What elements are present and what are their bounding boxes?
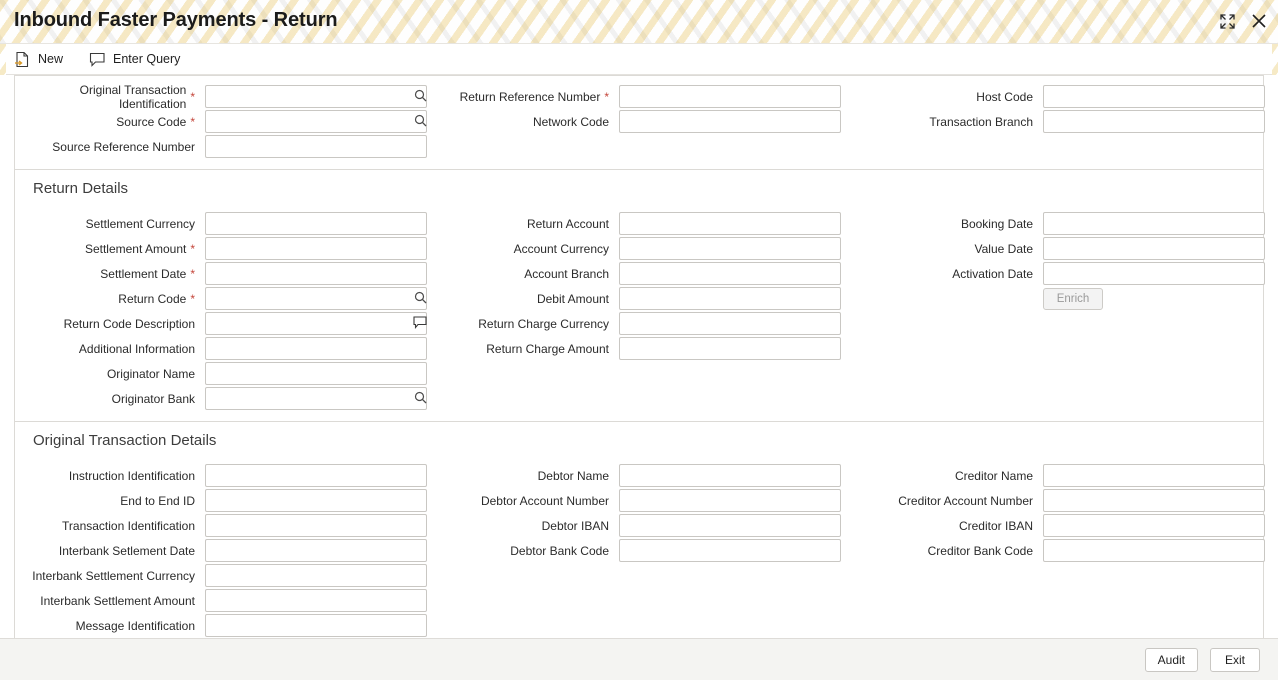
label-text: Return Account: [526, 216, 609, 231]
search-lens-icon[interactable]: [413, 390, 427, 404]
input-debtor-name[interactable]: [619, 464, 841, 487]
input-creditor-name[interactable]: [1043, 464, 1265, 487]
label-booking-date: [847, 211, 1043, 236]
label-text: Message Identification: [75, 618, 195, 633]
input-account-branch[interactable]: [619, 262, 841, 285]
field-creditor-iban: [1043, 513, 1271, 538]
spacer: [847, 386, 1043, 411]
input-value-date[interactable]: [1043, 237, 1265, 260]
label-return-reference-number: [433, 84, 619, 109]
label-text: Return Code Description: [63, 316, 195, 331]
label-settlement-currency: [15, 211, 205, 236]
query-comment-icon: [89, 52, 106, 67]
new-button-label: New: [38, 52, 64, 66]
title-bar: [0, 0, 1278, 44]
label-text: Debtor Name: [537, 468, 609, 483]
label-creditor-account-number: [847, 488, 1043, 513]
field-network-code: [619, 109, 847, 134]
spacer: [619, 563, 847, 588]
spacer-label: [847, 286, 1043, 311]
label-text: Interbank Settlement Currency: [32, 568, 195, 583]
field-instruction-identification: [205, 463, 433, 488]
field-account-branch: [619, 261, 847, 286]
label-creditor-iban: [847, 513, 1043, 538]
label-return-code: [15, 286, 205, 311]
new-button[interactable]: [14, 51, 63, 68]
label-debtor-bank-code: [433, 538, 619, 563]
field-activation-date: [1043, 261, 1271, 286]
input-interbank-settlement-date[interactable]: [205, 539, 427, 562]
required-marker: *: [604, 89, 609, 104]
input-interbank-settlement-amount[interactable]: [205, 589, 427, 612]
field-host-code: [1043, 84, 1271, 109]
spacer: [1043, 386, 1271, 411]
input-activation-date[interactable]: [1043, 262, 1265, 285]
label-text: Interbank Setlement Date: [58, 543, 195, 558]
field-return-charge-currency: [619, 311, 847, 336]
input-creditor-bank-code[interactable]: [1043, 539, 1265, 562]
label-originator-bank: [15, 386, 205, 411]
input-original-transaction-identification[interactable]: [205, 85, 427, 108]
spacer: [1043, 134, 1271, 159]
original-transaction-details-title: Original Transaction Details: [33, 432, 217, 449]
field-debtor-bank-code: [619, 538, 847, 563]
label-text: Value Date: [974, 241, 1033, 256]
enrich-button[interactable]: Enrich: [1043, 288, 1103, 310]
spacer: [619, 361, 847, 386]
field-interbank-settlement-date: [205, 538, 433, 563]
search-lens-icon[interactable]: [413, 88, 427, 102]
spacer: [433, 563, 619, 588]
label-text: Booking Date: [960, 216, 1033, 231]
required-marker: *: [190, 291, 195, 306]
close-icon[interactable]: [1250, 12, 1268, 30]
spacer: [433, 386, 619, 411]
field-interbank-settlement-amount: [205, 588, 433, 613]
label-original-transaction-identification: [15, 84, 205, 109]
label-account-branch: [433, 261, 619, 286]
field-originator-name: [205, 361, 433, 386]
return-details-title: Return Details: [33, 180, 129, 197]
label-text: Return Code: [118, 291, 187, 306]
header-section-panel: [14, 75, 1264, 170]
label-return-code-description: [15, 311, 205, 336]
spacer: [433, 588, 619, 613]
input-debtor-bank-code[interactable]: [619, 539, 841, 562]
label-host-code: [847, 84, 1043, 109]
label-text: Debit Amount: [536, 291, 609, 306]
spacer: [433, 361, 619, 386]
label-text: Instruction Identification: [68, 468, 195, 483]
input-return-code-description[interactable]: [205, 312, 427, 335]
label-text: Settlement Currency: [85, 216, 195, 231]
collapse-icon[interactable]: [1218, 12, 1236, 30]
input-account-currency[interactable]: [619, 237, 841, 260]
field-transaction-identification: [205, 513, 433, 538]
spacer: [619, 613, 847, 638]
label-text: End to End ID: [120, 493, 195, 508]
label-creditor-bank-code: [847, 538, 1043, 563]
label-interbank-settlement-amount: [15, 588, 205, 613]
field-end-to-end-id: [205, 488, 433, 513]
input-return-account[interactable]: [619, 212, 841, 235]
spacer: [847, 613, 1043, 638]
field-return-code: [205, 286, 433, 311]
field-return-reference-number: [619, 84, 847, 109]
label-text: Creditor Account Number: [898, 493, 1033, 508]
input-booking-date[interactable]: [1043, 212, 1265, 235]
field-return-code-description: [205, 311, 433, 336]
label-creditor-name: [847, 463, 1043, 488]
input-interbank-settlement-currency[interactable]: [205, 564, 427, 587]
spacer: [847, 563, 1043, 588]
input-debit-amount[interactable]: [619, 287, 841, 310]
exit-button[interactable]: Exit: [1210, 648, 1260, 672]
label-interbank-settlement-currency: [15, 563, 205, 588]
label-text: Debtor Account Number: [480, 493, 609, 508]
label-activation-date: [847, 261, 1043, 286]
label-network-code: [433, 109, 619, 134]
label-text: Account Branch: [524, 266, 609, 281]
label-text: Additional Information: [78, 341, 195, 356]
field-debit-amount: [619, 286, 847, 311]
spacer: [619, 134, 847, 159]
spacer: [619, 386, 847, 411]
label-text: Debtor IBAN: [541, 518, 609, 533]
input-originator-name[interactable]: [205, 362, 427, 385]
label-text: Transaction Branch: [929, 114, 1033, 129]
original-transaction-details-panel: [14, 422, 1264, 674]
input-return-charge-currency[interactable]: [619, 312, 841, 335]
spacer: [1043, 311, 1271, 336]
required-marker: *: [190, 114, 195, 129]
label-transaction-branch: [847, 109, 1043, 134]
field-source-code: [205, 109, 433, 134]
field-originator-bank: [205, 386, 433, 411]
enrich-button-cell: [1043, 286, 1271, 311]
label-debtor-iban: [433, 513, 619, 538]
label-text: Creditor Name: [954, 468, 1033, 483]
footer-bar: [0, 638, 1278, 680]
field-settlement-amount: [205, 236, 433, 261]
label-text: Source Reference Number: [52, 139, 195, 154]
input-originator-bank[interactable]: [205, 387, 427, 410]
input-transaction-identification[interactable]: [205, 514, 427, 537]
input-transaction-branch[interactable]: [1043, 110, 1265, 133]
input-creditor-iban[interactable]: [1043, 514, 1265, 537]
window-title: Inbound Faster Payments - Return: [14, 9, 338, 31]
label-text: Account Currency: [513, 241, 609, 256]
label-text: Creditor IBAN: [958, 518, 1033, 533]
label-text: Activation Date: [952, 266, 1033, 281]
label-text: Originator Bank: [111, 391, 195, 406]
spacer: [619, 588, 847, 613]
label-return-charge-currency: [433, 311, 619, 336]
field-account-currency: [619, 236, 847, 261]
spacer: [847, 311, 1043, 336]
field-creditor-account-number: [1043, 488, 1271, 513]
spacer: [847, 134, 1043, 159]
label-text: Network Code: [532, 114, 609, 129]
label-text: Interbank Settlement Amount: [40, 593, 195, 608]
label-text: Settlement Date: [100, 266, 187, 281]
field-return-charge-amount: [619, 336, 847, 361]
input-debtor-iban[interactable]: [619, 514, 841, 537]
input-settlement-currency[interactable]: [205, 212, 427, 235]
label-text: Debtor Bank Code: [510, 543, 609, 558]
field-debtor-iban: [619, 513, 847, 538]
label-text: Originator Name: [106, 366, 195, 381]
label-message-identification: [15, 613, 205, 638]
input-return-charge-amount[interactable]: [619, 337, 841, 360]
enter-query-button-label: Enter Query: [113, 52, 181, 66]
label-debtor-name: [433, 463, 619, 488]
field-interbank-settlement-currency: [205, 563, 433, 588]
label-end-to-end-id: [15, 488, 205, 513]
field-message-identification: [205, 613, 433, 638]
spacer: [1043, 613, 1271, 638]
field-debtor-account-number: [619, 488, 847, 513]
field-settlement-date: [205, 261, 433, 286]
label-return-account: [433, 211, 619, 236]
required-marker: *: [190, 89, 195, 104]
enter-query-button[interactable]: [89, 52, 180, 67]
input-debtor-account-number[interactable]: [619, 489, 841, 512]
spacer: [847, 588, 1043, 613]
search-lens-icon[interactable]: [413, 290, 427, 304]
spacer: [433, 134, 619, 159]
label-interbank-settlement-date: [15, 538, 205, 563]
label-return-charge-amount: [433, 336, 619, 361]
input-source-reference-number[interactable]: [205, 135, 427, 158]
label-text: Return Charge Currency: [478, 316, 609, 331]
input-creditor-account-number[interactable]: [1043, 489, 1265, 512]
label-account-currency: [433, 236, 619, 261]
window-controls: [1218, 12, 1268, 30]
spacer: [1043, 563, 1271, 588]
label-text: Host Code: [976, 89, 1033, 104]
label-debtor-account-number: [433, 488, 619, 513]
label-text: Transaction Identification: [62, 518, 195, 533]
field-creditor-bank-code: [1043, 538, 1271, 563]
required-marker: *: [190, 266, 195, 281]
toolbar: [0, 44, 1278, 75]
field-source-reference-number: [205, 134, 433, 159]
label-transaction-identification: [15, 513, 205, 538]
field-return-account: [619, 211, 847, 236]
form-body: [0, 75, 1278, 679]
label-instruction-identification: [15, 463, 205, 488]
label-text: Creditor Bank Code: [927, 543, 1033, 558]
field-debtor-name: [619, 463, 847, 488]
label-source-code: [15, 109, 205, 134]
search-lens-icon[interactable]: [413, 113, 427, 127]
label-value-date: [847, 236, 1043, 261]
input-source-code[interactable]: [205, 110, 427, 133]
spacer: [847, 361, 1043, 386]
input-instruction-identification[interactable]: [205, 464, 427, 487]
label-additional-information: [15, 336, 205, 361]
input-host-code[interactable]: [1043, 85, 1265, 108]
label-settlement-amount: [15, 236, 205, 261]
field-creditor-name: [1043, 463, 1271, 488]
spacer: [1043, 588, 1271, 613]
label-text: Settlement Amount: [84, 241, 187, 256]
label-debit-amount: [433, 286, 619, 311]
field-settlement-currency: [205, 211, 433, 236]
input-additional-information[interactable]: [205, 337, 427, 360]
required-marker: *: [190, 241, 195, 256]
label-source-reference-number: [15, 134, 205, 159]
input-settlement-amount[interactable]: [205, 237, 427, 260]
field-additional-information: [205, 336, 433, 361]
spacer: [433, 613, 619, 638]
label-settlement-date: [15, 261, 205, 286]
field-value-date: [1043, 236, 1271, 261]
header-section-grid: [15, 76, 1263, 169]
label-text: Return Reference Number: [459, 89, 601, 104]
input-return-code[interactable]: [205, 287, 427, 310]
field-original-transaction-identification: [205, 84, 433, 109]
input-network-code[interactable]: [619, 110, 841, 133]
new-document-icon: [14, 51, 31, 68]
label-text: Original Transaction Identification: [79, 82, 187, 111]
label-text: Source Code: [116, 114, 187, 129]
field-booking-date: [1043, 211, 1271, 236]
field-transaction-branch: [1043, 109, 1271, 134]
spacer: [847, 336, 1043, 361]
return-details-grid: [15, 203, 1263, 421]
label-text: Return Charge Amount: [486, 341, 609, 356]
label-originator-name: [15, 361, 205, 386]
input-return-reference-number[interactable]: [619, 85, 841, 108]
input-end-to-end-id[interactable]: [205, 489, 427, 512]
input-message-identification[interactable]: [205, 614, 427, 637]
return-details-panel: [14, 170, 1264, 422]
spacer: [1043, 361, 1271, 386]
audit-button[interactable]: Audit: [1145, 648, 1198, 672]
input-settlement-date[interactable]: [205, 262, 427, 285]
spacer: [1043, 336, 1271, 361]
note-icon[interactable]: [413, 315, 427, 329]
